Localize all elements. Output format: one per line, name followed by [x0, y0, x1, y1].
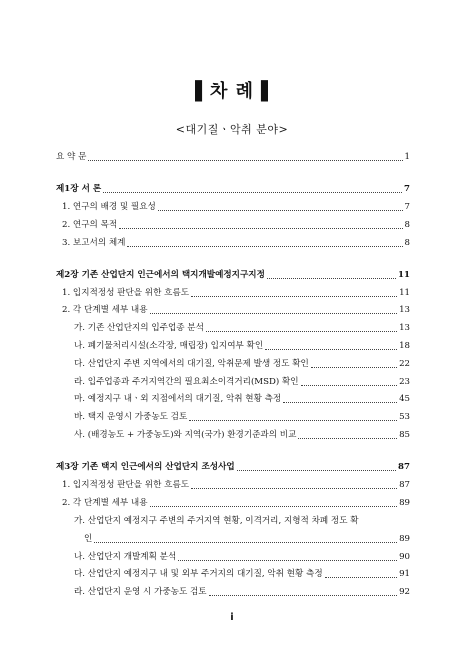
toc-entry[interactable]: 2. 각 단계별 세부 내용 89	[62, 498, 410, 508]
toc-entry[interactable]: 라. 입주업종과 주거지역간의 필요최소이격거리(MSD) 확인 23	[74, 377, 410, 387]
toc-entry[interactable]: 1. 입지적정성 판단을 위한 흐름도 87	[62, 480, 410, 490]
toc-entry[interactable]: 바. 택지 운영시 가중농도 검토 53	[74, 412, 410, 422]
toc-entry-summary[interactable]: 요 약 문 1	[56, 152, 410, 162]
toc-entry-chapter-2[interactable]: 제2장 기존 산업단지 인근에서의 택지개발예정지구지정 11	[56, 270, 410, 280]
toc-entry[interactable]: 나. 폐기물처리시설(소각장, 매립장) 입지여부 확인 18	[74, 341, 410, 351]
toc-entry-chapter-1[interactable]: 제1장 서 론 7	[56, 184, 410, 194]
toc-entry[interactable]: 가. 기존 산업단지의 입주업종 분석 13	[74, 323, 410, 333]
toc-entry[interactable]: 인 89	[84, 534, 410, 544]
page-number: i	[230, 612, 234, 623]
toc-entry[interactable]: 사. (배경농도 + 가중농도)와 지역(국가) 환경기준과의 비교 85	[74, 430, 410, 440]
toc-entry[interactable]: 나. 산업단지 개발계획 분석 90	[74, 552, 410, 562]
toc-entry[interactable]: 2. 각 단계별 세부 내용 13	[62, 305, 410, 315]
toc-entry[interactable]: 마. 예정지구 내ㆍ외 지점에서의 대기질, 악취 현황 측정 45	[74, 394, 410, 404]
section-subtitle: <대기질ㆍ악취 분야>	[175, 123, 289, 136]
toc-entry[interactable]: 다. 산업단지 주변 지역에서의 대기질, 악취문제 발생 정도 확인 22	[74, 359, 410, 369]
toc-entry[interactable]: 3. 보고서의 체계 8	[62, 238, 410, 248]
toc-entry-line[interactable]: 가. 산업단지 예정지구 주변의 주거지역 현황, 이격거리, 지형적 차폐 정도 확	[74, 516, 359, 526]
toc-entry[interactable]: 1. 입지적정성 판단을 위한 흐름도 11	[62, 288, 410, 298]
toc-entry[interactable]: 1. 연구의 배경 및 필요성 7	[62, 202, 410, 212]
page-title: ▌차 례▐	[195, 81, 269, 102]
toc-entry[interactable]: 2. 연구의 목적 8	[62, 220, 410, 230]
toc-entry[interactable]: 라. 산업단지 운영 시 가중농도 검토 92	[74, 587, 410, 597]
toc-entry-chapter-3[interactable]: 제3장 기존 택지 인근에서의 산업단지 조성사업 87	[56, 462, 410, 472]
toc-entry[interactable]: 다. 산업단지 예정지구 내 및 외부 주거지의 대기질, 악취 현황 측정 91	[74, 569, 410, 579]
